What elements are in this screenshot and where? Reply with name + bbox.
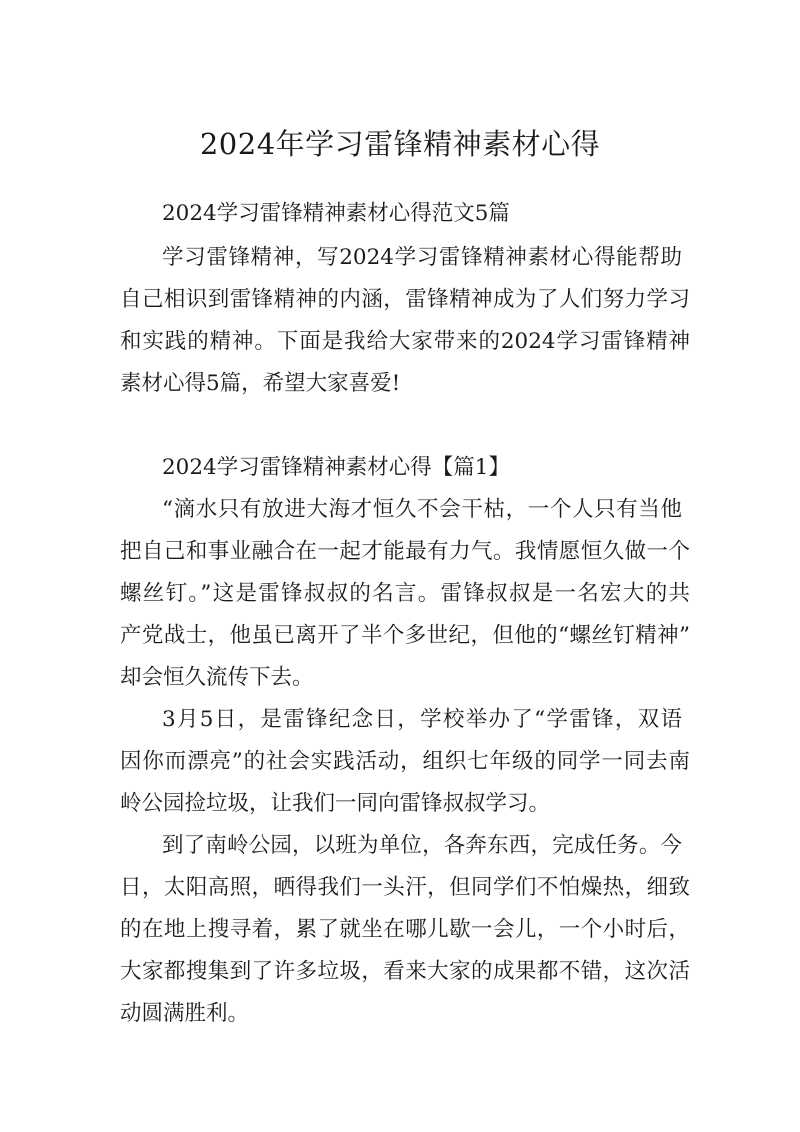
paragraph-line: “滴水只有放进大海才恒久不会干枯，一个人只有当他 xyxy=(162,497,682,522)
document-title: 2024年学习雷锋精神素材心得 xyxy=(199,127,601,161)
paragraph-line: 的在地上搜寻着，累了就坐在哪儿歇一会儿，一个小时后， xyxy=(120,917,690,942)
paragraph-line: 和实践的精神。下面是我给大家带来的2024学习雷锋精神 xyxy=(120,329,690,354)
paragraph-line: 把自己和事业融合在一起才能最有力气。我情愿恒久做一个 xyxy=(120,539,690,564)
section-heading-part1: 2024学习雷锋精神素材心得【篇1】 xyxy=(162,455,510,480)
paragraph-line: 3月5日，是雷锋纪念日，学校举办了“学雷锋，双语 xyxy=(162,707,682,732)
paragraph-line: 到了南岭公园，以班为单位，各奔东西，完成任务。今 xyxy=(162,833,682,858)
section-heading-intro: 2024学习雷锋精神素材心得范文5篇 xyxy=(162,201,510,226)
paragraph-line: 螺丝钉。”这是雷锋叔叔的名言。雷锋叔叔是一名宏大的共 xyxy=(120,581,690,606)
paragraph-line: 却会恒久流传下去。 xyxy=(120,665,314,690)
paragraph-line: 因你而漂亮”的社会实践活动，组织七年级的同学一同去南 xyxy=(120,749,690,774)
paragraph-line: 日，太阳高照，晒得我们一头汗，但同学们不怕燥热，细致 xyxy=(120,875,690,900)
paragraph-line: 产党战士，他虽已离开了半个多世纪，但他的“螺丝钉精神” xyxy=(120,623,690,648)
paragraph-line: 大家都搜集到了许多垃圾，看来大家的成果都不错，这次活 xyxy=(120,959,690,984)
paragraph-line: 自己相识到雷锋精神的内涵，雷锋精神成为了人们努力学习 xyxy=(120,287,690,312)
paragraph-line: 学习雷锋精神，写2024学习雷锋精神素材心得能帮助 xyxy=(162,245,682,270)
paragraph-line: 岭公园捡垃圾，让我们一同向雷锋叔叔学习。 xyxy=(120,791,551,816)
paragraph-line: 动圆满胜利。 xyxy=(120,1001,250,1026)
paragraph-line: 素材心得5篇，希望大家喜爱! xyxy=(120,371,401,396)
